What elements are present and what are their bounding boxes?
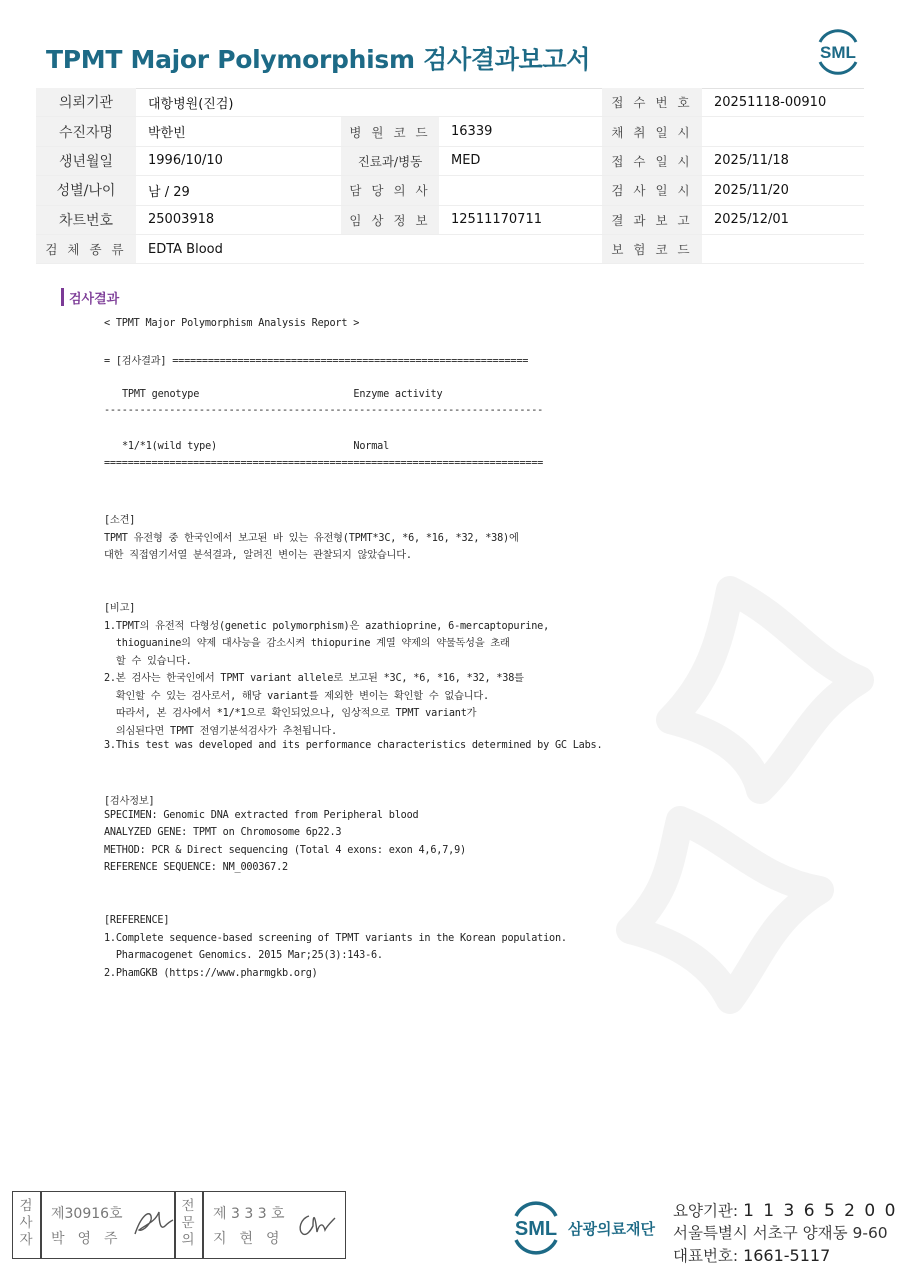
receipt-no-label: 접 수 번 호: [602, 88, 702, 117]
care-code-label: 요양기관:: [673, 1202, 739, 1220]
report-date-value: 2025/12/01: [702, 205, 864, 234]
insurance-label: 보 험 코 드: [602, 234, 702, 263]
specialist-license-no: 제 3 3 3 호: [213, 1206, 285, 1222]
test-info-heading: [검사정보]: [104, 796, 155, 807]
specialist-name: 지현영: [213, 1231, 293, 1247]
reference-line: 2.PhamGKB (https://www.pharmgkb.org): [104, 968, 318, 979]
signature-box: [12, 1191, 346, 1259]
hospital-code-label: 병 원 코 드: [341, 117, 439, 146]
clinical-label: 임 상 정 보: [341, 205, 439, 234]
test-date-value: 2025/11/20: [702, 176, 864, 205]
reference-line: Pharmacogenet Genomics. 2015 Mar;25(3):143-6.: [104, 950, 383, 961]
findings-heading: [소견]: [104, 515, 136, 526]
specimen-value: EDTA Blood: [136, 234, 602, 263]
receipt-no-value: 20251118-00910: [702, 88, 864, 117]
test-info-line: ANALYZED GENE: TPMT on Chromosome 6p22.3: [104, 827, 342, 838]
info-row: [36, 234, 864, 263]
clinical-value: 12511170711: [439, 205, 602, 234]
receipt-date-label: 접 수 일 시: [602, 146, 702, 175]
address-line: 서울특별시 서초구 양재동 9-60: [673, 1224, 888, 1242]
result-separator-bottom: ==========================================================================: [104, 458, 544, 469]
info-row: [36, 88, 864, 117]
patient-label: 수진자명: [36, 117, 136, 146]
sml-logo-text: SML: [820, 43, 856, 62]
sex-age-value: 남 / 29: [136, 176, 341, 205]
genotype-result-row: *1/*1(wild type) Normal: [122, 441, 390, 452]
chart-no-label: 차트번호: [36, 205, 136, 234]
info-row: [36, 146, 864, 175]
genotype-column-header: TPMT genotype Enzyme activity: [122, 389, 443, 400]
result-separator-dash: --------------------------------------------------------------------------: [104, 405, 544, 416]
info-row: [36, 205, 864, 234]
examiner-signature: [131, 1206, 175, 1240]
doctor-label: 담 당 의 사: [341, 176, 439, 205]
findings-line: 대한 직접염기서열 분석결과, 알려진 변이는 관찰되지 않았습니다.: [104, 550, 412, 561]
watermark-graphic: [560, 560, 900, 1040]
remarks-line: 1.TPMT의 유전적 다형성(genetic polymorphism)은 azathioprine, 6-mercaptopurine,: [104, 621, 549, 632]
remarks-line: 할 수 있습니다.: [104, 656, 192, 667]
examiner-label: 검 사 자: [19, 1198, 33, 1248]
remarks-line: 따라서, 본 검사에서 *1/*1으로 확인되었으나, 임상적으로 TPMT variant가: [104, 708, 477, 719]
sml-footer-logo-text: SML: [514, 1218, 558, 1240]
birth-label: 생년월일: [36, 146, 136, 175]
sml-logo: [812, 28, 864, 76]
findings-line: TPMT 유전형 중 한국인에서 보고된 바 있는 유전형(TPMT*3C, *6, *16, *32, *38)에: [104, 533, 519, 544]
insurance-value: [702, 234, 864, 263]
phone-label: 대표번호:: [673, 1247, 739, 1265]
specialist-label: 전 문 의: [181, 1198, 195, 1248]
remarks-line: thioguanine의 약제 대사능을 감소시켜 thiopurine 계열 약제의 약물독성을 초래: [104, 638, 510, 649]
remarks-line: 3.This test was developed and its performance characteristics determined by GC Labs.: [104, 740, 603, 751]
institution-label: 의뢰기관: [36, 88, 136, 117]
chart-no-value: 25003918: [136, 205, 341, 234]
reference-line: 1.Complete sequence-based screening of TPMT variants in the Korean population.: [104, 933, 567, 944]
report-heading-line: < TPMT Major Polymorphism Analysis Report >: [104, 318, 360, 329]
examiner-license-no: 제30916호: [51, 1206, 123, 1222]
specialist-signature: [295, 1210, 339, 1240]
collect-date-value: [702, 117, 864, 146]
signature-divider: [40, 1192, 42, 1258]
info-row: [36, 176, 864, 205]
result-separator-top: = [검사결과] ============================================================: [104, 356, 529, 367]
remarks-heading: [비고]: [104, 603, 136, 614]
care-code-line: [673, 1199, 897, 1221]
specimen-label: 검 체 종 류: [36, 234, 136, 263]
patient-value: 박한빈: [136, 117, 341, 146]
test-info-line: METHOD: PCR & Direct sequencing (Total 4 exons: exon 4,6,7,9): [104, 845, 466, 856]
report-title: TPMT Major Polymorphism 검사결과보고서: [46, 45, 591, 74]
info-row: [36, 117, 864, 146]
report-date-label: 결 과 보 고: [602, 205, 702, 234]
test-info-line: SPECIMEN: Genomic DNA extracted from Peripheral blood: [104, 810, 419, 821]
section-marker: [61, 288, 64, 306]
phone-line: [673, 1244, 830, 1266]
examiner-name: 박영주: [51, 1231, 131, 1247]
organization-name: 삼광의료재단: [568, 1220, 655, 1238]
care-code-value: 1 1 3 6 5 2 0 0: [743, 1201, 898, 1221]
institution-value: 대항병원(진검): [136, 88, 602, 117]
sex-age-label: 성별/나이: [36, 176, 136, 205]
result-section-title: 검사결과: [69, 291, 120, 307]
phone-value: 1661-5117: [743, 1246, 831, 1265]
result-section-heading: [61, 288, 119, 306]
dept-value: MED: [439, 146, 602, 175]
receipt-date-value: 2025/11/18: [702, 146, 864, 175]
hospital-code-value: 16339: [439, 117, 602, 146]
test-info-line: REFERENCE SEQUENCE: NM_000367.2: [104, 862, 288, 873]
remarks-line: 확인할 수 있는 검사로서, 해당 variant를 제외한 변이는 확인할 수 없습니다.: [104, 691, 489, 702]
signature-divider: [202, 1192, 204, 1258]
reference-heading: [REFERENCE]: [104, 915, 170, 926]
doctor-value: [439, 176, 602, 205]
birth-value: 1996/10/10: [136, 146, 341, 175]
test-date-label: 검 사 일 시: [602, 176, 702, 205]
remarks-line: 2.본 검사는 한국인에서 TPMT variant allele로 보고된 *3C, *6, *16, *32, *38를: [104, 673, 524, 684]
collect-date-label: 채 취 일 시: [602, 117, 702, 146]
remarks-line: 의심된다면 TPMT 전염기분석검사가 추천됩니다.: [104, 726, 337, 737]
dept-label: 진료과/병동: [341, 146, 439, 175]
patient-info-table: [36, 88, 864, 264]
sml-footer-logo: [510, 1198, 562, 1256]
